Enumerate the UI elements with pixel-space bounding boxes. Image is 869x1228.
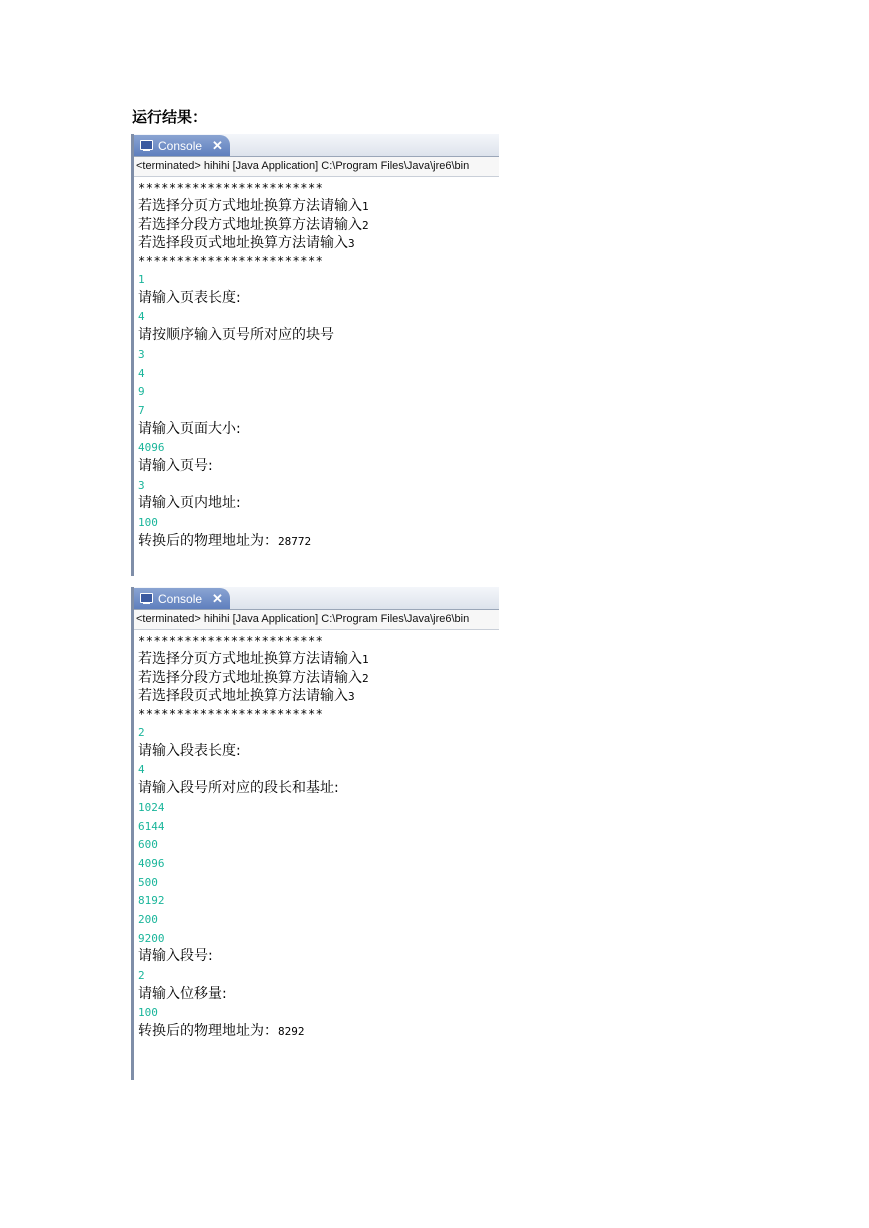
prompt-line: 请输入页内地址: (138, 495, 241, 512)
menu-option-1: 若选择分页方式地址换算方法请输入1 (138, 198, 369, 214)
separator-line: ************************ (138, 254, 324, 269)
user-input: 500 (138, 875, 158, 889)
user-input: 2 (138, 726, 145, 740)
prompt-line: 请输入段表长度: (138, 742, 241, 759)
user-input: 100 (138, 516, 158, 529)
user-input: 9 (138, 385, 145, 399)
console-tabbar (134, 587, 499, 610)
prompt-line: 请按顺序输入页号所对应的块号 (138, 327, 334, 344)
close-icon[interactable]: ✕ (212, 137, 223, 153)
user-input: 8192 (138, 894, 165, 908)
console-output[interactable] (134, 177, 499, 550)
prompt-line: 请输入页表长度: (138, 289, 241, 306)
console-tab[interactable] (134, 588, 230, 609)
user-input: 4096 (138, 441, 165, 455)
console-tab[interactable] (134, 135, 230, 156)
menu-option-3: 若选择段页式地址换算方法请输入3 (138, 235, 355, 252)
prompt-line: 请输入段号: (138, 948, 213, 965)
user-input: 4096 (138, 856, 165, 870)
console-icon (140, 593, 153, 604)
user-input: 4 (138, 366, 145, 380)
prompt-line: 请输入段号所对应的段长和基址: (138, 780, 339, 797)
user-input: 2 (138, 969, 145, 982)
menu-option-3: 若选择段页式地址换算方法请输入3 (138, 688, 355, 705)
prompt-line: 请输入页面大小: (138, 420, 241, 437)
prompt-line: 请输入位移量: (138, 985, 227, 1002)
user-input: 100 (138, 1006, 158, 1020)
console-tab-label: Console (158, 138, 203, 153)
user-input: 600 (138, 838, 158, 852)
console-icon (140, 140, 153, 151)
prompt-line: 请输入页号: (138, 457, 213, 474)
result-line: 转换后的物理地址为：28772 (138, 532, 312, 549)
user-input: 4 (138, 310, 145, 324)
status-line: <terminated> hihihi [Java Application] C:\Program Files\Java\jre6\bin (134, 610, 499, 630)
console-tabbar (134, 134, 499, 157)
menu-option-1: 若选择分页方式地址换算方法请输入1 (138, 651, 369, 667)
user-input: 3 (138, 347, 145, 361)
console-view-1 (131, 134, 499, 576)
console-tab-label: Console (158, 591, 203, 606)
close-icon[interactable]: ✕ (212, 590, 223, 606)
separator-line: ************************ (138, 707, 324, 722)
user-input: 3 (138, 478, 145, 492)
result-line: 转换后的物理地址为：8292 (138, 1023, 305, 1040)
console-view-2 (131, 587, 499, 1080)
user-input: 4 (138, 763, 145, 777)
user-input: 200 (138, 912, 158, 926)
user-input: 1 (138, 273, 145, 287)
menu-option-2: 若选择分段方式地址换算方法请输入2 (138, 669, 369, 686)
separator-line: ************************ (138, 181, 324, 195)
user-input: 6144 (138, 819, 165, 833)
user-input: 1024 (138, 800, 165, 814)
status-line: <terminated> hihihi [Java Application] C:\Program Files\Java\jre6\bin (134, 157, 499, 177)
console-output[interactable] (134, 630, 499, 1041)
page-heading: 运行结果： (132, 108, 208, 126)
user-input: 7 (138, 403, 145, 417)
user-input: 9200 (138, 931, 165, 945)
separator-line: ************************ (138, 634, 324, 648)
menu-option-2: 若选择分段方式地址换算方法请输入2 (138, 216, 369, 233)
